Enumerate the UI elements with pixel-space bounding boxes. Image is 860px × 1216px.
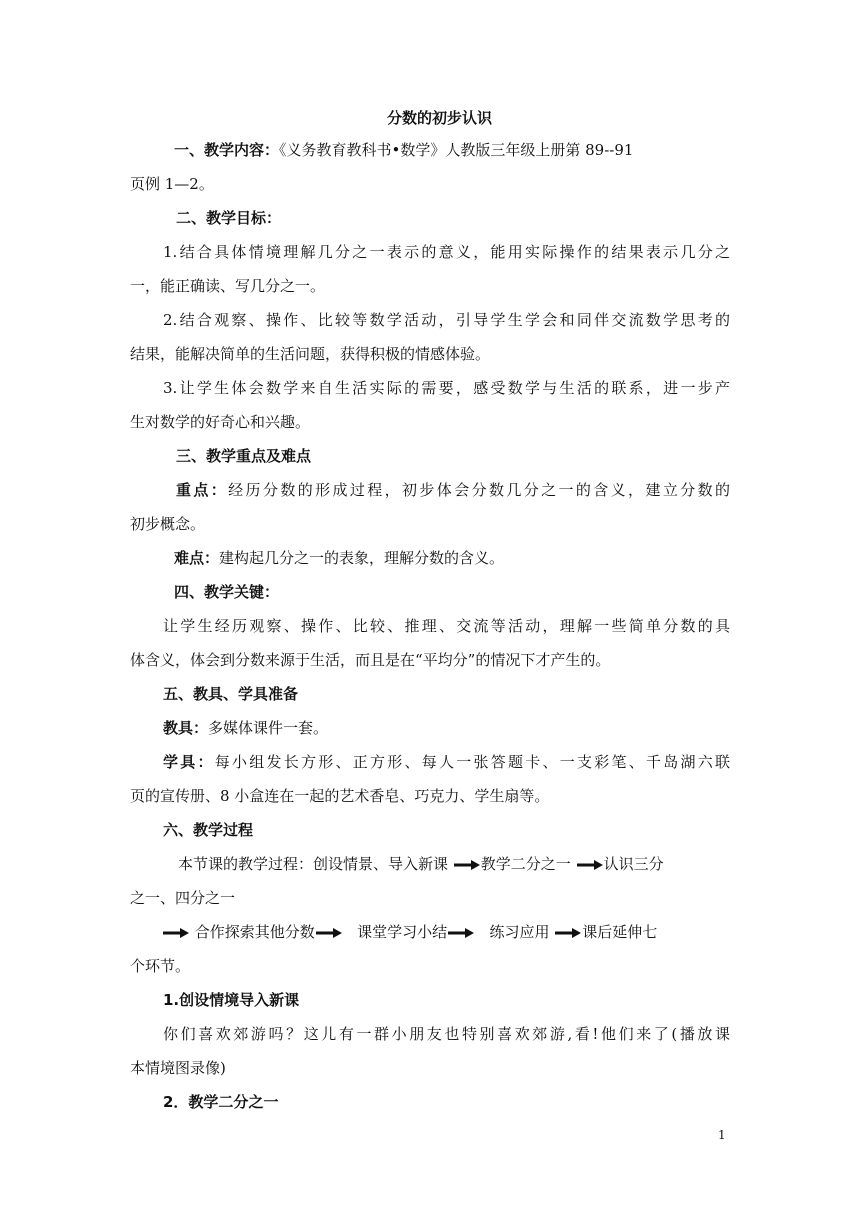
process-flow-line-4: 个环节。 bbox=[130, 957, 191, 975]
section-heading-process: 六、教学过程 bbox=[163, 821, 254, 839]
teaching-tools-text: 多媒体课件一套。 bbox=[208, 719, 329, 737]
process-flow-line-1 bbox=[178, 854, 664, 874]
step-1-line-2: 本情境图录像) bbox=[130, 1059, 226, 1077]
page-title: 分数的初步认识 bbox=[387, 109, 493, 127]
process-step-extension: 课后延伸七 bbox=[582, 923, 658, 941]
arrow-right-icon bbox=[163, 928, 189, 938]
process-flow-line-3 bbox=[162, 922, 657, 942]
difficulty-label: 难点： bbox=[174, 549, 220, 567]
goal-3-line-2: 生对数学的好奇心和兴趣。 bbox=[130, 413, 311, 431]
difficulty-text: 建构起几分之一的表象，理解分数的含义。 bbox=[219, 549, 505, 567]
student-tools-label: 学具： bbox=[163, 753, 215, 771]
difficulty-line bbox=[174, 548, 504, 568]
goal-3-line-1: 3.让学生体会数学来自生活实际的需要，感受数学与生活的联系，进一步产 bbox=[163, 379, 730, 397]
student-tools-line-2: 页的宣传册、8 小盒连在一起的艺术香皂、巧克力、学生扇等。 bbox=[130, 787, 550, 805]
arrow-right-icon bbox=[555, 928, 581, 938]
goal-2-line-1: 2.结合观察、操作、比较等数学活动，引导学生学会和同伴交流数学思考的 bbox=[163, 311, 730, 329]
teaching-tools-label: 教具： bbox=[163, 719, 209, 737]
process-step-explore: 合作探索其他分数 bbox=[194, 923, 315, 941]
section-heading-goals: 二、教学目标： bbox=[176, 209, 282, 227]
step-2-heading: 2．教学二分之一 bbox=[163, 1093, 279, 1111]
step-1-line-1: 你们喜欢郊游吗？这儿有一群小朋友也特别喜欢郊游,看!他们来了(播放课 bbox=[163, 1025, 730, 1043]
process-intro-text: 本节课的教学过程：创设情景、导入新课 bbox=[178, 855, 449, 873]
page-number: 1 bbox=[718, 1128, 726, 1142]
process-step-practice: 练习应用 bbox=[489, 923, 550, 941]
key-point-line-2: 初步概念。 bbox=[130, 515, 206, 533]
goal-2-line-2: 结果，能解决简单的生活问题，获得积极的情感体验。 bbox=[130, 345, 491, 363]
arrow-right-icon bbox=[454, 860, 480, 870]
key-point-label: 重点： bbox=[176, 481, 229, 499]
goal-1-line-2: 一，能正确读、写几分之一。 bbox=[130, 277, 326, 295]
process-step-half: 教学二分之一 bbox=[480, 855, 571, 873]
step-1-heading: 1.创设情境导入新课 bbox=[163, 991, 300, 1009]
key-point-text: 经历分数的形成过程，初步体会分数几分之一的含义，建立分数的 bbox=[228, 481, 730, 499]
student-tools-line-1 bbox=[163, 752, 730, 772]
section-content-line bbox=[174, 140, 633, 160]
section-heading-key-points: 三、教学重点及难点 bbox=[176, 447, 312, 465]
process-step-summary: 课堂学习小结 bbox=[357, 923, 448, 941]
key-line-1: 让学生经历观察、操作、比较、推理、交流等活动，理解一些简单分数的具 bbox=[163, 617, 730, 635]
key-point-line-1 bbox=[176, 480, 730, 500]
process-step-third: 认识三分 bbox=[603, 855, 664, 873]
arrow-right-icon bbox=[577, 860, 603, 870]
student-tools-text: 每小组发长方形、正方形、每人一张答题卡、一支彩笔、千岛湖六联 bbox=[214, 753, 730, 771]
section-heading-key: 四、教学关键： bbox=[174, 583, 280, 601]
goal-1-line-1: 1.结合具体情境理解几分之一表示的意义，能用实际操作的结果表示几分之 bbox=[163, 243, 730, 261]
process-flow-line-2: 之一、四分之一 bbox=[130, 889, 236, 907]
teaching-tools-line bbox=[163, 718, 328, 738]
arrow-right-icon bbox=[448, 928, 474, 938]
section-heading-tools: 五、教具、学具准备 bbox=[163, 685, 299, 703]
arrow-right-icon bbox=[316, 928, 342, 938]
content-text-cont: 页例 1—2。 bbox=[130, 175, 214, 193]
content-text: 《义务教育教科书•数学》人教版三年级上册第 89--91 bbox=[279, 141, 634, 159]
section-heading-content: 一、教学内容： bbox=[174, 141, 280, 159]
key-line-2: 体含义，体会到分数来源于生活，而且是在“平均分”的情况下才产生的。 bbox=[130, 651, 611, 669]
